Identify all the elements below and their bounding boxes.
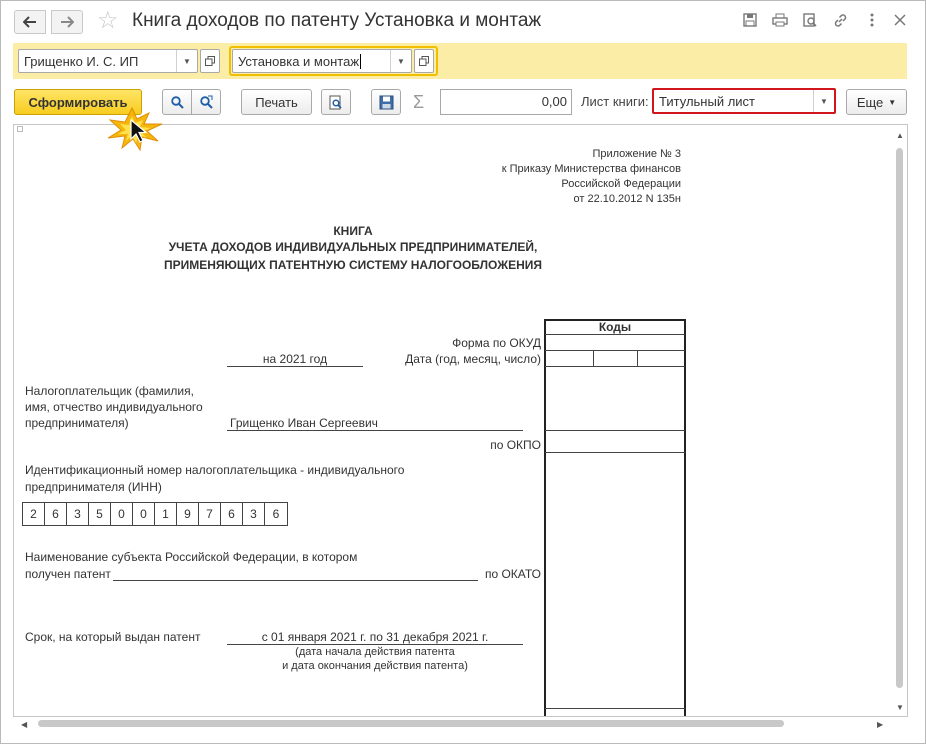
patent-book-title-page (14, 125, 894, 717)
codes-row-line (545, 334, 685, 335)
sheet-label: Лист книги: (581, 94, 649, 109)
scroll-down-icon[interactable]: ▼ (896, 703, 904, 712)
codes-row-line (545, 430, 685, 431)
more-label: Еще (856, 94, 884, 110)
more-button[interactable] (846, 89, 907, 115)
arrow-left-icon (23, 16, 37, 28)
print-preview-button[interactable] (321, 89, 351, 115)
preview-icon[interactable] (801, 13, 819, 31)
generate-button[interactable]: Сформировать (14, 89, 142, 115)
inn-digit: 5 (89, 503, 111, 525)
search-next-icon (199, 95, 213, 109)
sum-icon: Σ (413, 92, 425, 112)
inn-digit: 2 (23, 503, 45, 525)
forward-button[interactable] (51, 10, 83, 34)
scroll-up-icon[interactable]: ▲ (896, 131, 904, 140)
subject-underline (113, 580, 478, 581)
chevron-down-icon[interactable]: ▼ (390, 50, 411, 72)
save-icon[interactable] (741, 13, 759, 31)
taxpayer-label-line-3: предпринимателя) (25, 416, 129, 430)
more-vert-icon[interactable] (863, 13, 881, 31)
organization-value: Грищенко И. С. ИП (24, 53, 139, 69)
codes-header: Коды (598, 320, 632, 334)
inn-digit: 6 (221, 503, 243, 525)
scroll-right-icon[interactable]: ▶ (877, 720, 884, 729)
year-underline (227, 366, 363, 367)
codes-left-border (544, 319, 546, 717)
appendix-line-2: к Приказу Министерства финансов (501, 163, 681, 175)
appendix-line-4: от 22.10.2012 N 135н (573, 193, 681, 205)
search-button[interactable] (162, 89, 192, 115)
open-window-icon (419, 56, 429, 66)
open-window-icon (205, 56, 215, 66)
inn-digit: 6 (45, 503, 67, 525)
date-cell-divider (593, 350, 594, 366)
vertical-scroll-thumb[interactable] (896, 148, 903, 688)
period-value: с 01 января 2021 г. по 31 декабря 2021 г. (261, 630, 489, 644)
sheet-value: Титульный лист (659, 93, 756, 109)
period-note-line-1: (дата начала действия патента (295, 646, 455, 658)
inn-digit: 3 (243, 503, 265, 525)
okud-label: Форма по ОКУД (452, 336, 541, 350)
patent-value: Установка и монтаж (238, 53, 360, 69)
chevron-down-icon: ▼ (888, 97, 897, 107)
organization-open-button[interactable] (200, 49, 220, 73)
okato-label: по ОКАТО (484, 567, 541, 581)
title-bar (1, 1, 925, 43)
inn-label-line-2: предпринимателя (ИНН) (25, 480, 162, 494)
inn-digit: 9 (177, 503, 199, 525)
star-icon[interactable]: ☆ (97, 7, 119, 34)
inn-digit: 3 (67, 503, 89, 525)
floppy-disk-icon (379, 95, 394, 110)
horizontal-scroll-thumb[interactable] (38, 720, 784, 727)
taxpayer-label-line-1: Налогоплательщик (фамилия, (25, 384, 194, 398)
inn-digit: 0 (111, 503, 133, 525)
save-file-button[interactable] (371, 89, 401, 115)
chevron-down-icon[interactable]: ▼ (813, 90, 834, 112)
print-button[interactable]: Печать (241, 89, 312, 115)
print-icon[interactable] (771, 13, 789, 31)
inn-digit: 6 (272, 507, 280, 521)
patent-open-button[interactable] (414, 49, 434, 73)
appendix-line-3: Российской Федерации (561, 178, 681, 190)
period-label: Срок, на который выдан патент (25, 630, 201, 644)
horizontal-scrollbar[interactable] (13, 717, 908, 731)
codes-right-border (684, 319, 686, 717)
book-heading-line-1: КНИГА (333, 224, 373, 238)
chevron-down-icon[interactable]: ▼ (176, 50, 197, 72)
back-button[interactable] (14, 10, 46, 34)
scroll-left-icon[interactable]: ◀ (21, 720, 28, 729)
subject-label-line-1: Наименование субъекта Российской Федерации, в котором (25, 550, 358, 564)
codes-row-line (545, 350, 685, 351)
codes-row-line (545, 366, 685, 367)
search-icon (171, 96, 184, 109)
taxpayer-name: Грищенко Иван Сергеевич (230, 416, 378, 430)
spreadsheet-document[interactable] (13, 124, 908, 717)
inn-digit: 7 (199, 503, 221, 525)
window-title: Книга доходов по патенту Установка и монтаж (132, 10, 542, 31)
codes-row-line (545, 452, 685, 453)
sum-field[interactable]: 0,00 (440, 89, 572, 115)
arrow-right-icon (60, 16, 74, 28)
date-label: Дата (год, месяц, число) (405, 352, 541, 366)
inn-digit-boxes (22, 502, 288, 526)
subject-label-line-2: получен патент (25, 567, 111, 581)
search-next-button[interactable] (191, 89, 221, 115)
patent-select[interactable] (232, 49, 412, 73)
sheet-corner (17, 126, 23, 132)
sheet-select[interactable] (652, 88, 836, 114)
period-underline (227, 644, 523, 645)
taxpayer-underline (227, 430, 523, 431)
print-preview-icon (329, 95, 343, 110)
codes-row-line (545, 708, 685, 709)
link-icon[interactable] (831, 13, 849, 31)
book-heading-line-2: УЧЕТА ДОХОДОВ ИНДИВИДУАЛЬНЫХ ПРЕДПРИНИМАТЕЛЕЙ, (168, 240, 538, 254)
vertical-scrollbar[interactable] (893, 126, 907, 716)
taxpayer-label-line-2: имя, отчество индивидуального (25, 400, 203, 414)
inn-label-line-1: Идентификационный номер налогоплательщика - индивидуального (25, 463, 405, 477)
close-icon[interactable] (891, 13, 909, 31)
period-note-line-2: и дата окончания действия патента) (282, 660, 468, 672)
okpo-label: по ОКПО (490, 438, 541, 452)
mouse-cursor-icon (129, 119, 149, 145)
appendix-line-1: Приложение № 3 (592, 148, 681, 160)
date-cell-divider (637, 350, 638, 366)
year-text: на 2021 год (262, 352, 328, 366)
inn-digit: 0 (133, 503, 155, 525)
inn-digit: 1 (155, 503, 177, 525)
organization-select[interactable] (18, 49, 198, 73)
book-heading-line-3: ПРИМЕНЯЮЩИХ ПАТЕНТНУЮ СИСТЕМУ НАЛОГООБЛОЖЕНИЯ (164, 258, 542, 272)
